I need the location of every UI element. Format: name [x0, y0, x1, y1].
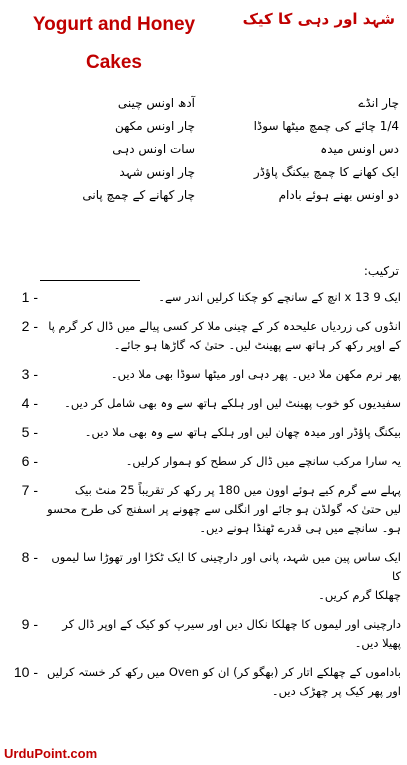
step-number: 9 -: [21, 616, 38, 632]
step-number: 5 -: [21, 424, 38, 440]
step-item: [0, 615, 407, 653]
step-text: پھر نرم مکھن ملا دیں۔ پھر دہی اور میٹھا سوڈا بھی ملا دیں۔: [110, 367, 401, 381]
divider: [40, 280, 140, 281]
step-number: 2 -: [21, 318, 38, 334]
step-item: [0, 317, 407, 355]
step-item: [0, 423, 407, 442]
ingredient-item: چار کھانے کے چمچ پانی: [82, 188, 195, 202]
step-item: [0, 288, 407, 307]
ingredient-item: چار انڈے: [358, 96, 399, 110]
ingredient-item: چار اونس شہد: [119, 165, 195, 179]
step-item: [0, 663, 407, 701]
ingredient-item: دو اونس بھنے ہوئے بادام: [278, 188, 399, 202]
step-item: [0, 481, 407, 538]
step-text: انڈوں کی زردیاں علیحدہ کر کے چینی ملا کر کسی پیالے میں ڈال کر گرم پا کے اوپر رکھ کر ہاتھ سے پھینٹ لیں۔ حتیٰ کہ گاڑھا ہو جائے۔: [48, 319, 401, 352]
step-number: 7 -: [21, 482, 38, 498]
step-text: یہ سارا مرکب سانچے میں ڈال کر سطح کو ہموار کرلیں۔: [125, 454, 401, 468]
step-text: بیکنگ پاؤڈر اور میدہ چھان لیں اور ہلکے ہاتھ سے وہ بھی ملا دیں۔: [84, 425, 401, 439]
step-text: دارچینی اور لیموں کا چھلکا نکال دیں اور سیرپ کو کیک کے اوپر ڈال کر پھیلا دیں۔: [62, 617, 401, 650]
method-heading: ترکیب:: [363, 264, 399, 278]
step-number: 3 -: [21, 366, 38, 382]
step-number: 4 -: [21, 395, 38, 411]
ingredients-list: [7, 96, 399, 203]
recipe-title-english: [0, 6, 228, 82]
step-item: [0, 365, 407, 384]
step-text: سفیدیوں کو خوب پھینٹ لیں اور ہلکے ہاتھ سے وہ بھی شامل کر دیں۔: [64, 396, 401, 410]
ingredient-item: سات اونس دہی: [112, 142, 195, 156]
title-line-2: Cakes: [86, 52, 142, 73]
step-text: باداموں کے چھلکے اتار کر (بھگو کر) ان کو Oven میں رکھ کر خستہ کرلیں اور پھر کیک پر چھڑک دیں۔: [46, 665, 401, 698]
step-text: پہلے سے گرم کیے ہوئے اوون میں 180 پر رکھ کر تقریباً 25 منٹ بیک لیں حتیٰ کہ گولڈن ہو جائے اور انگلی سے چھونے پر اسفنج کی طرح محسو ہو۔ سانچے میں ہی قدرے ٹھنڈا ہونے دیں۔: [47, 483, 401, 535]
step-text: ایک ساس پین میں شہد، پانی اور دارچینی کا ایک ٹکڑا اور تھوڑا سا لیموں کا چھلکا گرم کریں۔: [51, 550, 401, 602]
step-item: [0, 394, 407, 413]
ingredient-item: دس اونس میدہ: [320, 142, 399, 156]
step-number: 10 -: [13, 664, 38, 680]
step-number: 1 -: [21, 289, 38, 305]
ingredient-item: آدھ اونس چینی: [117, 96, 195, 110]
step-number: 8 -: [21, 549, 38, 565]
site-logo: UrduPoint.com: [4, 746, 98, 761]
method-steps: [0, 288, 407, 711]
step-text: ایک 9 x 13 انچ کے سانچے کو چکنا کرلیں اندر سے۔: [158, 290, 401, 304]
title-line-1: Yogurt and Honey: [32, 14, 196, 35]
step-item: [0, 548, 407, 605]
ingredient-item: ایک کھانے کا چمچ بیکنگ پاؤڈر: [253, 165, 399, 179]
ingredient-item: 1/4 چائے کی چمچ میٹھا سوڈا: [253, 119, 399, 133]
recipe-title-urdu: شہد اور دہی کا کیک: [242, 10, 395, 28]
ingredient-item: چار اونس مکھن: [115, 119, 195, 133]
step-number: 6 -: [21, 453, 38, 469]
step-item: [0, 452, 407, 471]
